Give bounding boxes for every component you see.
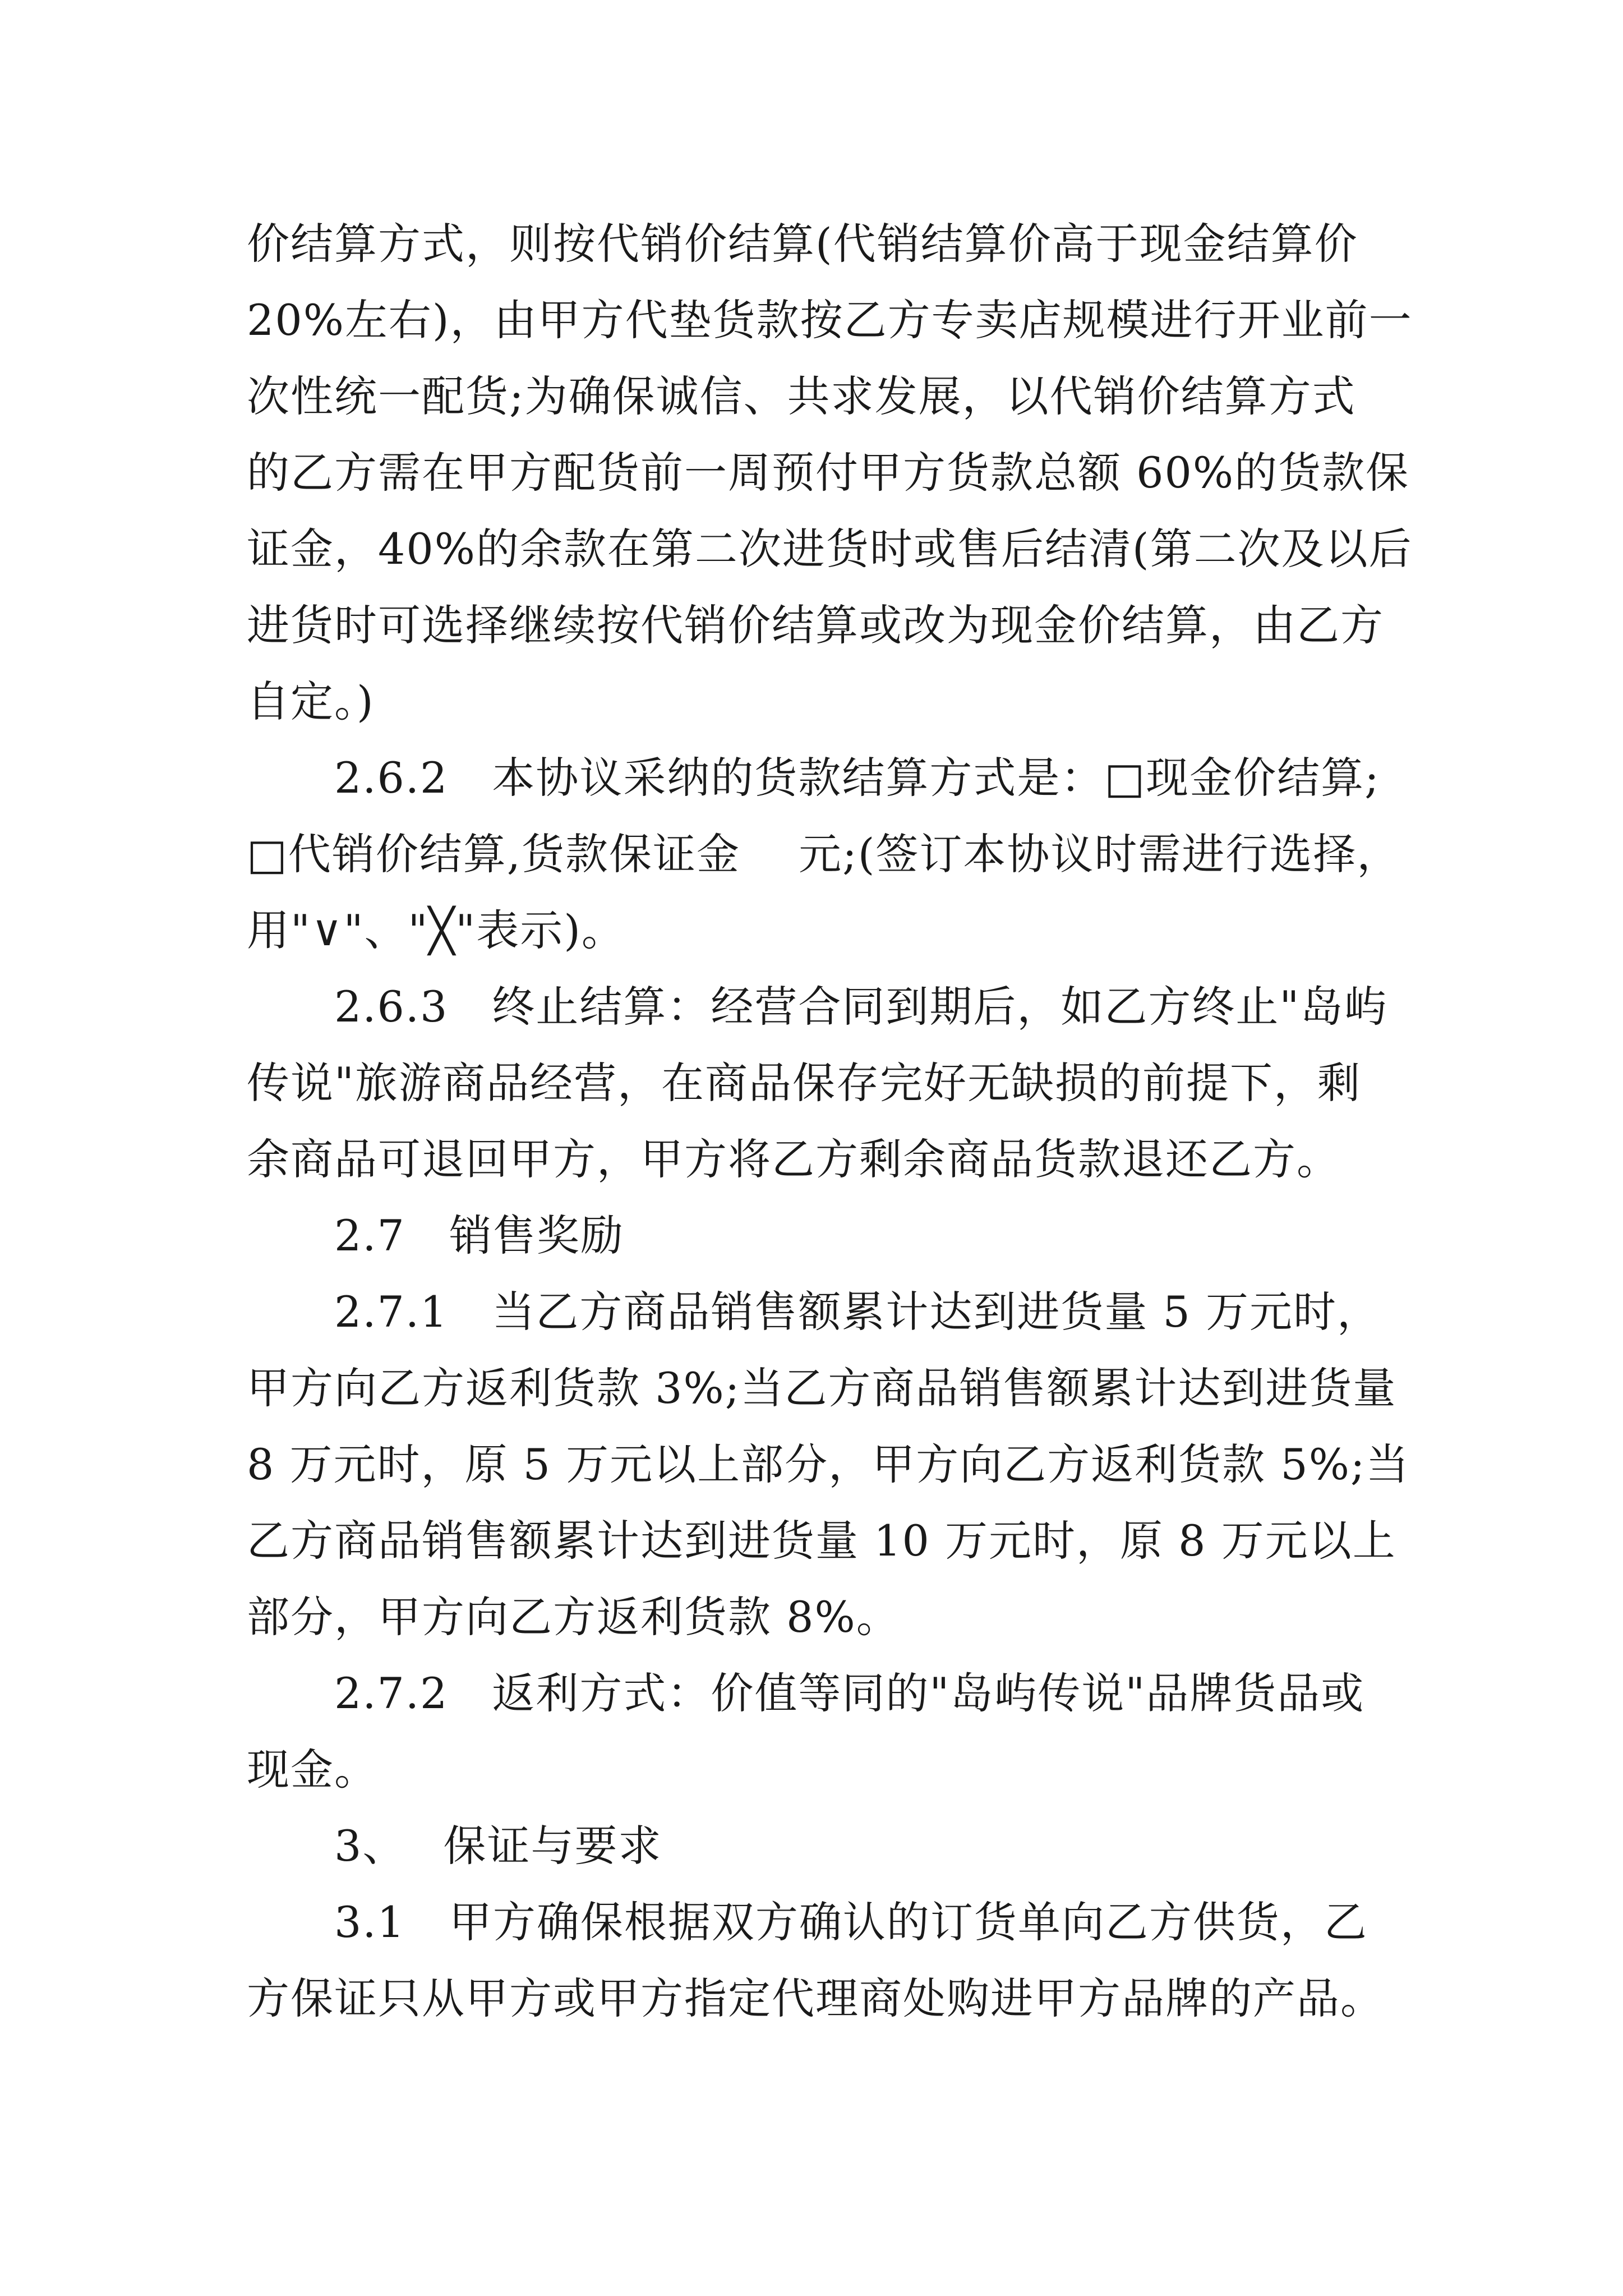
text-line: 2.7.2 返利方式：价值等同的"岛屿传说"品牌货品或 xyxy=(334,1668,1365,1718)
text-line: 部分，甲方向乙方返利货款 8%。 xyxy=(247,1592,900,1642)
text-line: 2.6.3 终止结算：经营合同到期后，如乙方终止"岛屿 xyxy=(334,982,1388,1032)
text-line: 传说"旅游商品经营，在商品保存完好无缺损的前提下，剩 xyxy=(247,1058,1361,1108)
text-line: 乙方商品销售额累计达到进货量 10 万元时，原 8 万元以上 xyxy=(247,1516,1396,1566)
text-line: 2.7.1 当乙方商品销售额累计达到进货量 5 万元时， xyxy=(334,1287,1381,1337)
section-heading: 2.7 销售奖励 xyxy=(334,1211,624,1260)
text-line: 甲方向乙方返利货款 3%;当乙方商品销售额累计达到进货量 xyxy=(247,1363,1397,1413)
section-heading: 3、 保证与要求 xyxy=(334,1821,662,1871)
text-line: 证金，40%的余款在第二次进货时或售后结清(第二次及以后 xyxy=(247,524,1413,574)
text-line: 余商品可退回甲方，甲方将乙方剩余商品货款退还乙方。 xyxy=(247,1134,1340,1184)
text-line: □代销价结算,货款保证金 元;(签订本协议时需进行选择， xyxy=(247,829,1401,879)
text-line: 20%左右)，由甲方代垫货款按乙方专卖店规模进行开业前一 xyxy=(247,295,1413,345)
text-line: 方保证只从甲方或甲方指定代理商处购进甲方品牌的产品。 xyxy=(247,1973,1384,2023)
text-line: 次性统一配货;为确保诚信、共求发展，以代销价结算方式 xyxy=(247,371,1356,421)
text-line: 自定。) xyxy=(247,677,375,726)
text-line: 用"∨"、"╳"表示)。 xyxy=(247,905,625,955)
text-line: 现金。 xyxy=(247,1745,378,1795)
text-line: 价结算方式，则按代销价结算(代销结算价高于现金结算价 xyxy=(247,219,1358,269)
text-line: 的乙方需在甲方配货前一周预付甲方货款总额 60%的货款保 xyxy=(247,448,1410,498)
text-line: 3.1 甲方确保根据双方确认的订货单向乙方供货，乙 xyxy=(334,1897,1368,1947)
text-line: 进货时可选择继续按代销价结算或改为现金价结算，由乙方 xyxy=(247,600,1384,650)
text-line: 2.6.2 本协议采纳的货款结算方式是：□现金价结算; xyxy=(334,753,1380,803)
text-line: 8 万元时，原 5 万元以上部分，甲方向乙方返利货款 5%;当 xyxy=(247,1439,1410,1489)
